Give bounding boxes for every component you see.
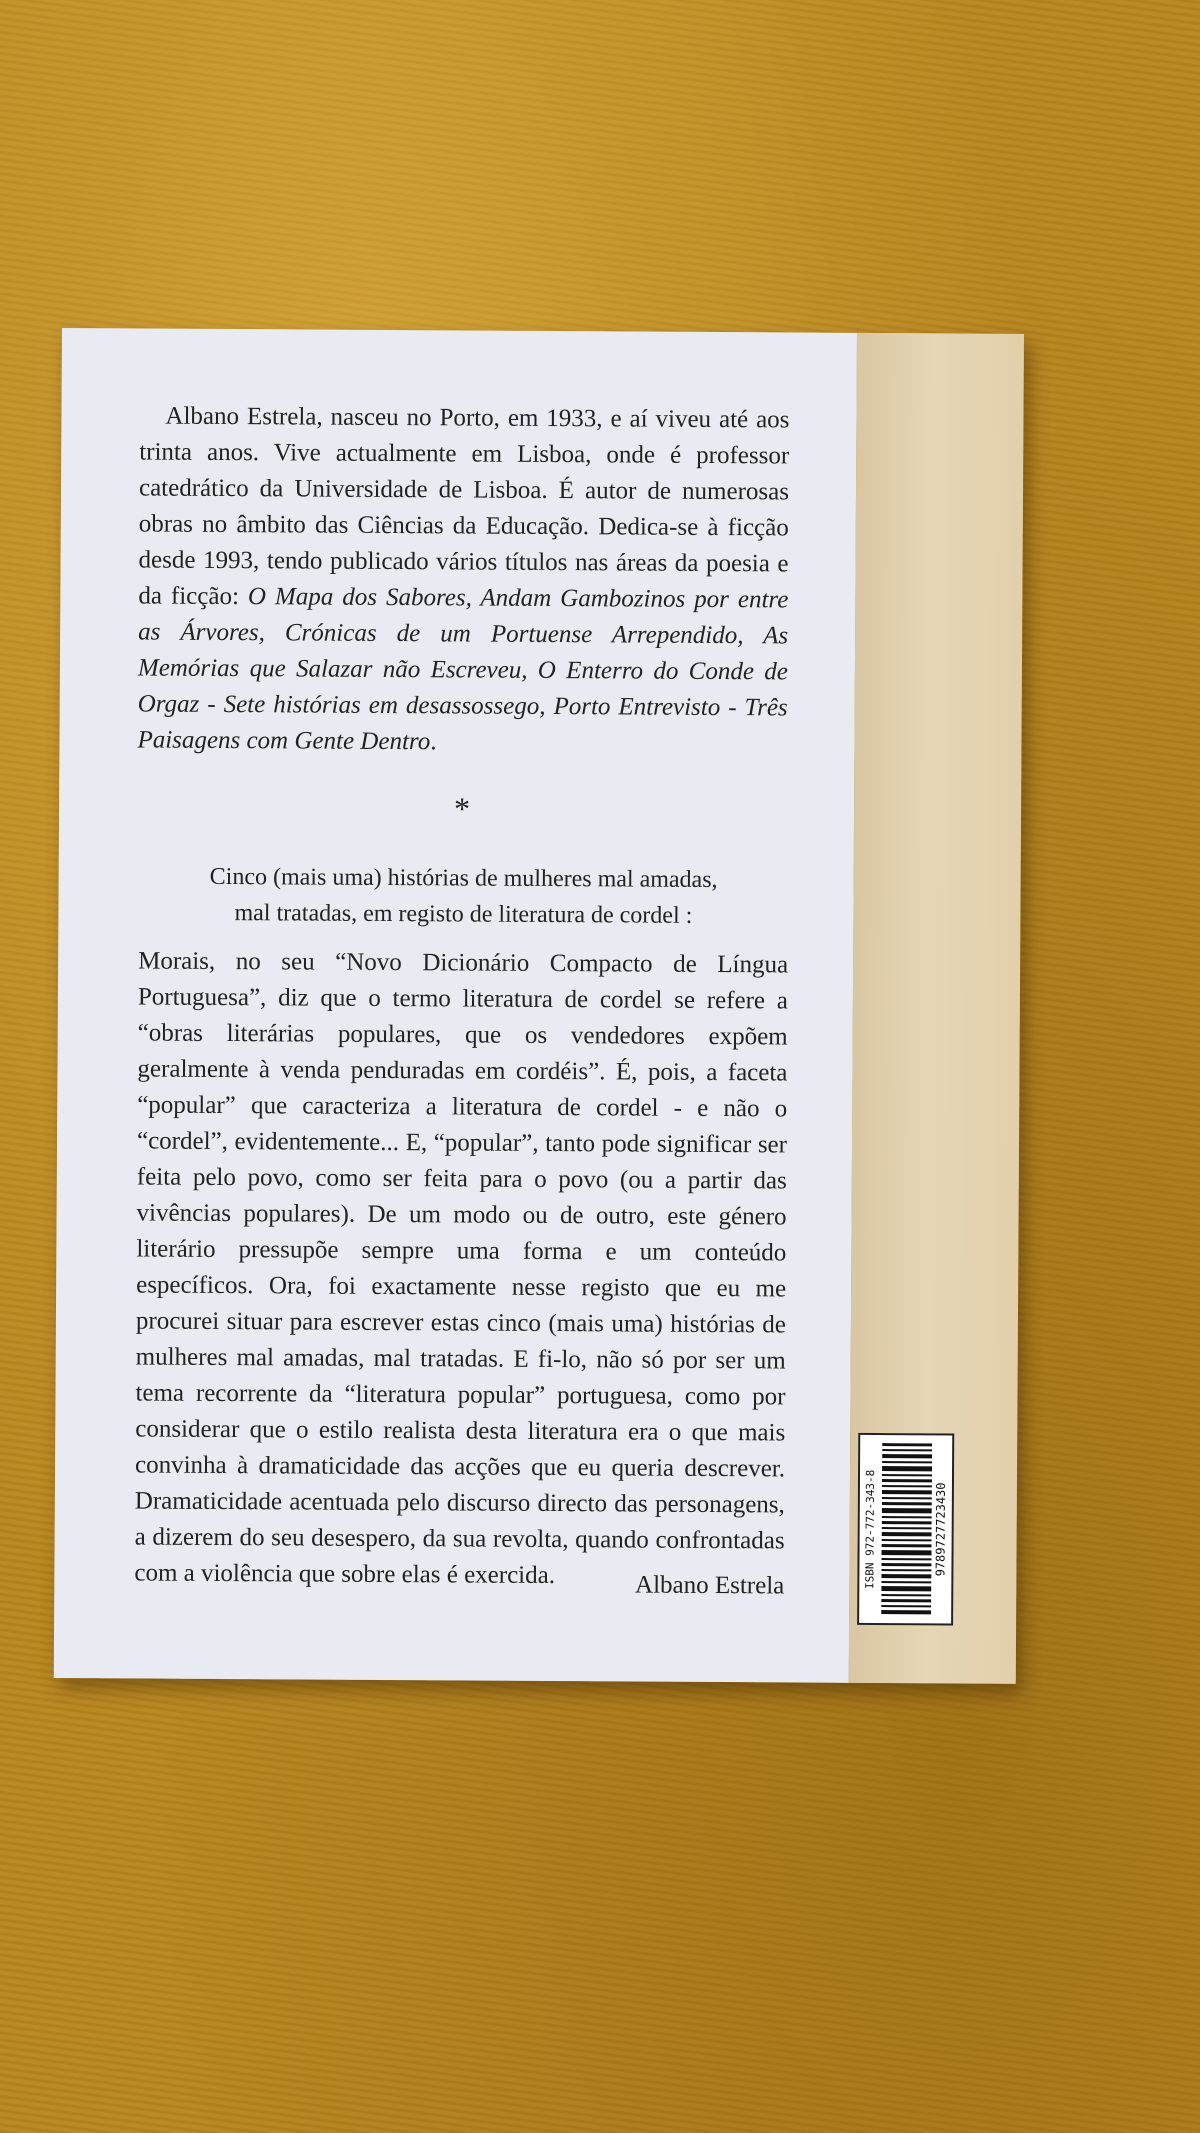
- ean-number: 9789727723430: [933, 1482, 948, 1577]
- section-separator: *: [453, 790, 471, 827]
- intro-heading: [138, 858, 788, 934]
- author-biography: [137, 398, 789, 762]
- barcode-bars: [881, 1443, 932, 1617]
- bio-text: Albano Estrela, nasceu no Porto, em 1933, e aí viveu até aos trinta anos. Vive actualmente em Lisboa, onde é professor catedrático da Universidade de Lisboa. É autor de numerosas obras no âmbito das Ciências da Educação. Dedica-se à ficção desde 1993, tendo publicado vários títulos nas áreas da poesia e da ficção:: [138, 402, 790, 611]
- intro-line-2: mal tratadas, em registo de literatura de cordel :: [234, 900, 693, 929]
- book-back-cover: [54, 328, 1024, 1684]
- spine-strip: [849, 333, 1024, 1684]
- isbn-label: ISBN 972-772-343-8: [863, 1469, 878, 1589]
- cover-page: [54, 328, 857, 1683]
- bio-titles: O Mapa dos Sabores, Andam Gambozinos por entre as Árvores, Crónicas de um Portuense Arrependido, As Memórias que Salazar não Escreveu, O Enterro do Conde de Orgaz - Sete histórias em desassossego, Porto Entrevisto - Três Paisagens com Gente Dentro: [137, 583, 789, 756]
- author-signature: Albano Estrela: [634, 1571, 785, 1600]
- intro-line-1: Cinco (mais uma) histórias de mulheres mal amadas,: [209, 863, 718, 894]
- blurb-text: Morais, no seu “Novo Dicionário Compacto de Língua Portuguesa”, diz que o termo literatura de cordel se refere a “obras literárias populares, que os vendedores expõem geralmente à venda penduradas em cordéis”. É, pois, a faceta “popular” que caracteriza a literatura de cordel - e não o “cordel”, evidentemente... E, “popular”, tanto pode significar ser feita pelo povo, como ser feita para o povo (ou a partir das vivências populares). De um modo ou de outro, este género literário pressupõe sempre uma forma e um conteúdo específicos. Ora, foi exactamente nesse registo que eu me procurei situar para escrever estas cinco (mais uma) histórias de mulheres mal amadas, mal tratadas. E fi-lo, não só por ser um tema recorrente da “literatura popular” portuguesa, como por considerar que o estilo realista desta literatura era o que mais convinha à dramaticidade das acções que eu queria descrever. Dramaticidade acentuada pelo discurso directo das personagens, a dizerem do seu desespero, da sua revolta, quando confrontadas com a violência que sobre elas é exercida.: [134, 947, 789, 1590]
- bio-end: .: [430, 728, 437, 756]
- isbn-barcode: [857, 1433, 954, 1626]
